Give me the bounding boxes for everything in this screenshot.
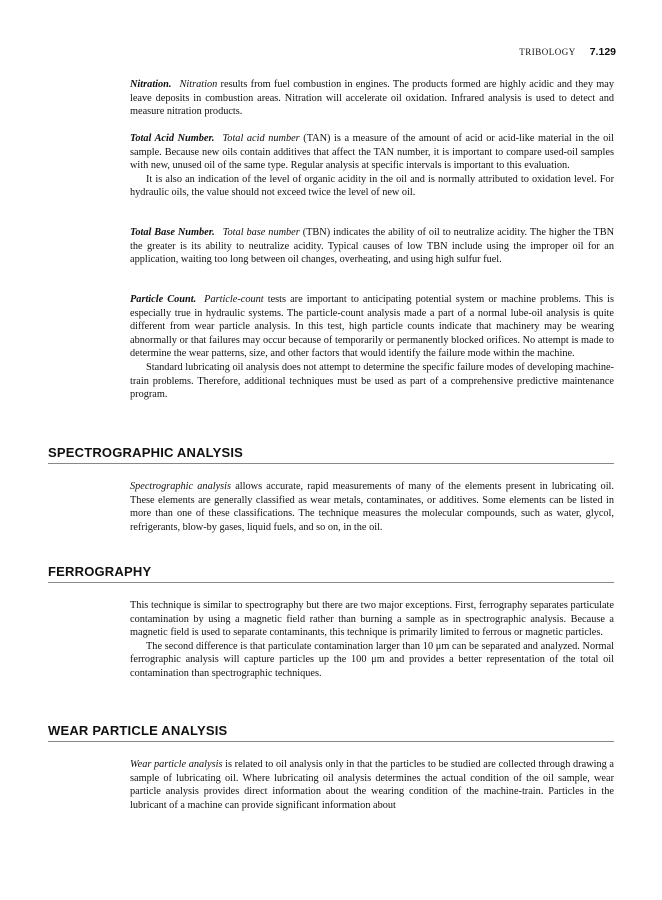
- ferrography-section: [130, 599, 614, 681]
- running-header: [519, 46, 616, 58]
- nitration-heading: Nitration.: [130, 79, 172, 90]
- particle-count-section: [130, 293, 614, 402]
- nitration-text: results from fuel combustion in engines. The products formed are highly acidic and they may leave deposits in combustion areas. Nitration will accelerate oil oxidation. Infrared analysis is used to detect and measure nitration products.: [130, 79, 614, 118]
- ferrography-paragraph-2: The second difference is that particulate contamination larger than 10 μm can be separated and analyzed. Normal ferrographic analysis will capture particles up the 100 μm and provides a better representation of the total oil contamination than spectrographic techniques.: [130, 640, 614, 679]
- running-title: TRIBOLOGY: [519, 47, 576, 57]
- page-number: 7.129: [589, 46, 616, 58]
- tan-paragraph-2: It is also an indication of the level of organic acidity in the oil and is normally attributed to oxidation level. For hydraulic oils, the value should not exceed twice the level of new oil.: [130, 173, 614, 199]
- section-heading-spectrographic: SPECTROGRAPHIC ANALYSIS: [48, 445, 614, 464]
- tan-section: [130, 132, 614, 200]
- nitration-paragraph: [130, 78, 614, 119]
- section-heading-ferrography: FERROGRAPHY: [48, 564, 614, 583]
- particle-count-heading: Particle Count.: [130, 294, 197, 305]
- spectrographic-term: Spectrographic analysis: [130, 481, 232, 492]
- ferrography-paragraph-1: This technique is similar to spectrography but there are two major exceptions. First, ferrography separates particulate contamination by using a magnetic field rather than burning a sample as in spectrographic analysis. Because a magnetic field is used to separate contaminants, this technique is primarily limited to ferrous or magnetic particles.: [130, 600, 614, 639]
- particle-count-paragraph-2: Standard lubricating oil analysis does not attempt to determine the specific failure modes of developing machine-train problems. Therefore, additional techniques must be used as part of a comprehensive predictive maintenance program.: [130, 361, 614, 401]
- tbn-term: Total base number: [222, 227, 300, 238]
- tbn-section: [130, 226, 614, 267]
- tan-term: Total acid number: [222, 133, 300, 144]
- tbn-text: (TBN) indicates the ability of oil to neutralize acidity. The higher the TBN the greater is its ability to neutralize acidity. Typical causes of low TBN include using the improper oil for an application, waiting too long between oil changes, overheating, and using high sulfur fuel.: [130, 227, 614, 266]
- nitration-term: Nitration: [179, 79, 218, 90]
- tbn-heading: Total Base Number.: [130, 227, 215, 238]
- wear-particle-paragraph: [130, 758, 614, 812]
- tan-heading: Total Acid Number.: [130, 133, 215, 144]
- wear-particle-term: Wear particle analysis: [130, 759, 223, 770]
- particle-count-term: Particle-count: [204, 294, 264, 305]
- particle-count-text: tests are important to anticipating potential system or machine problems. This is especially true in hydraulic systems. The particle-count analysis made a part of a normal lube-oil analysis is quite different from wear particle analysis. In this test, high particle counts indicate that machinery may be wearing abnormally or that failures may occur because of temporarily or permanently blocked orifices. No attempt is made to determine the wear patterns, size, and other factors that would identify the failure mode within the machine.: [130, 294, 614, 360]
- spectrographic-text: allows accurate, rapid measurements of many of the elements present in lubricating oil. These elements are generally classified as wear metals, contaminates, or additives. Some elements can be listed in more than one of these classifications. The technique measures the molecular compounds, such as water, glycol, refrigerants, blow-by gases, liquid fuels, and so on, in the oil.: [130, 481, 614, 533]
- section-heading-wear-particle: WEAR PARTICLE ANALYSIS: [48, 723, 614, 742]
- spectrographic-paragraph: [130, 480, 614, 534]
- wear-particle-text: is related to oil analysis only in that the particles to be studied are collected through drawing a sample of lubricating oil. Where lubricating oil analysis determines the actual condition of the oil sample, wear particle analysis provides direct information about the wearing condition of the machine-train. Particles in the lubricant of a machine can provide significant information about: [130, 759, 614, 811]
- tan-text: (TAN) is a measure of the amount of acid or acid-like material in the oil sample. Because new oils contain additives that affect the TAN number, it is important to compare used-oil samples with new, unused oil of the same type. Regular analysis at specific intervals is important to this evaluation.: [130, 133, 615, 172]
